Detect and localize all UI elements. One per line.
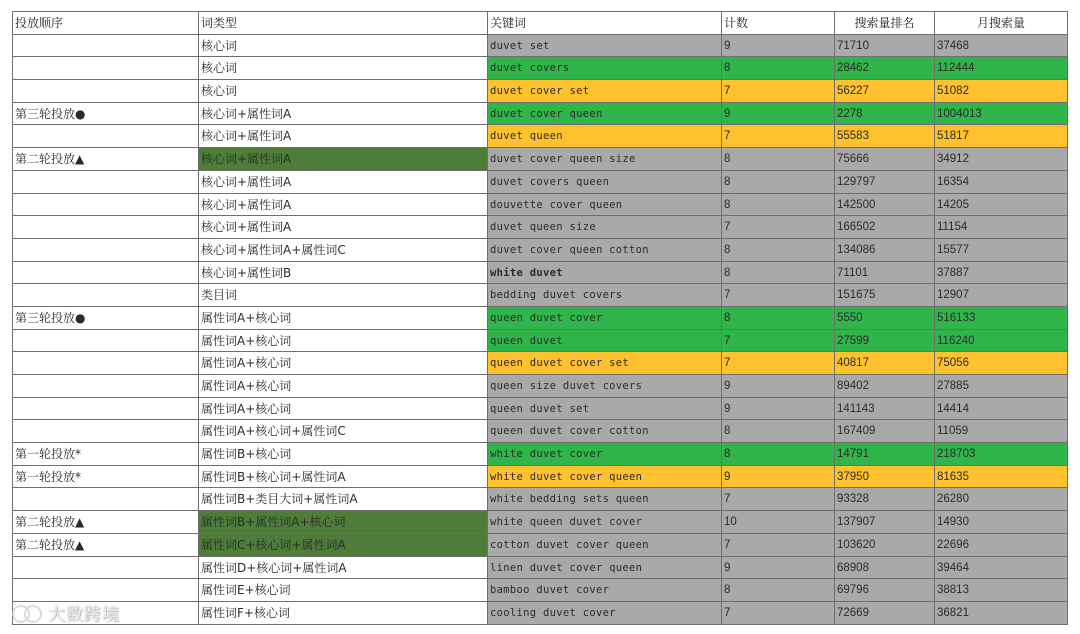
cell-type[interactable]: 核心词+属性词A bbox=[199, 148, 488, 171]
table-row bbox=[13, 375, 1068, 398]
cell-count[interactable]: 8 bbox=[722, 307, 835, 330]
header-volume[interactable]: 月搜索量 bbox=[935, 12, 1068, 35]
cell-rank[interactable]: 27599 bbox=[835, 330, 935, 353]
cell-keyword[interactable]: duvet cover queen size bbox=[488, 148, 722, 171]
cell-type[interactable]: 属性词A+核心词+属性词C bbox=[199, 420, 488, 443]
cell-type[interactable]: 属性词B+核心词+属性词A bbox=[199, 466, 488, 489]
header-count[interactable]: 计数 bbox=[722, 12, 835, 35]
cell-keyword[interactable]: white duvet cover bbox=[488, 443, 722, 466]
cell-type[interactable]: 核心词 bbox=[199, 57, 488, 80]
cell-rank[interactable]: 55583 bbox=[835, 125, 935, 148]
cell-type[interactable]: 核心词+属性词A bbox=[199, 216, 488, 239]
cell-volume[interactable]: 37468 bbox=[935, 35, 1068, 58]
table-row bbox=[13, 330, 1068, 353]
cell-keyword[interactable]: duvet cover queen bbox=[488, 103, 722, 126]
cell-keyword[interactable]: duvet covers queen bbox=[488, 171, 722, 194]
cell-rank[interactable]: 129797 bbox=[835, 171, 935, 194]
cell-type[interactable]: 核心词+属性词A bbox=[199, 125, 488, 148]
cell-type[interactable]: 属性词B+属性词A+核心词 bbox=[199, 511, 488, 534]
cell-type[interactable]: 属性词B+核心词 bbox=[199, 443, 488, 466]
cell-rank[interactable]: 141143 bbox=[835, 398, 935, 421]
cell-keyword[interactable]: white bedding sets queen bbox=[488, 488, 722, 511]
cell-keyword[interactable]: douvette cover queen bbox=[488, 194, 722, 217]
cell-volume[interactable]: 14414 bbox=[935, 398, 1068, 421]
cell-rank[interactable]: 103620 bbox=[835, 534, 935, 557]
cell-type[interactable]: 属性词A+核心词 bbox=[199, 307, 488, 330]
cell-order[interactable] bbox=[13, 330, 199, 353]
table-row bbox=[13, 262, 1068, 285]
cell-count[interactable]: 7 bbox=[722, 488, 835, 511]
cell-type[interactable]: 核心词 bbox=[199, 35, 488, 58]
cell-type[interactable]: 核心词+属性词A bbox=[199, 171, 488, 194]
cell-count[interactable]: 8 bbox=[722, 262, 835, 285]
cell-type[interactable]: 核心词+属性词A+属性词C bbox=[199, 239, 488, 262]
watermark-text: 大数跨境 bbox=[48, 605, 120, 625]
cell-keyword[interactable]: duvet queen size bbox=[488, 216, 722, 239]
table-row bbox=[13, 284, 1068, 307]
table-row bbox=[13, 466, 1068, 489]
cell-type[interactable]: 属性词A+核心词 bbox=[199, 398, 488, 421]
cell-volume[interactable]: 81635 bbox=[935, 466, 1068, 489]
watermark bbox=[12, 600, 120, 625]
cell-keyword[interactable]: bamboo duvet cover bbox=[488, 579, 722, 602]
cell-type[interactable]: 属性词C+核心词+属性词A bbox=[199, 534, 488, 557]
cell-rank[interactable]: 93328 bbox=[835, 488, 935, 511]
cell-volume[interactable]: 26280 bbox=[935, 488, 1068, 511]
cell-rank[interactable]: 71101 bbox=[835, 262, 935, 285]
cell-order[interactable]: 第三轮投放● bbox=[13, 103, 199, 126]
cell-keyword[interactable]: duvet set bbox=[488, 35, 722, 58]
cell-volume[interactable]: 14205 bbox=[935, 194, 1068, 217]
cell-rank[interactable]: 72669 bbox=[835, 602, 935, 625]
cell-keyword[interactable]: linen duvet cover queen bbox=[488, 557, 722, 580]
cell-order[interactable] bbox=[13, 80, 199, 103]
cell-count[interactable]: 8 bbox=[722, 420, 835, 443]
table-row bbox=[13, 307, 1068, 330]
cell-count[interactable]: 8 bbox=[722, 148, 835, 171]
cell-count[interactable]: 8 bbox=[722, 57, 835, 80]
table-row bbox=[13, 352, 1068, 375]
cell-volume[interactable]: 38813 bbox=[935, 579, 1068, 602]
cell-order[interactable]: 第一轮投放* bbox=[13, 466, 199, 489]
cell-rank[interactable]: 68908 bbox=[835, 557, 935, 580]
cell-order[interactable]: 第二轮投放▲ bbox=[13, 148, 199, 171]
cell-volume[interactable]: 112444 bbox=[935, 57, 1068, 80]
cell-volume[interactable]: 116240 bbox=[935, 330, 1068, 353]
cell-keyword[interactable]: queen duvet cover set bbox=[488, 352, 722, 375]
cell-volume[interactable]: 15577 bbox=[935, 239, 1068, 262]
cell-count[interactable]: 9 bbox=[722, 103, 835, 126]
header-row bbox=[13, 12, 1068, 35]
cell-order[interactable] bbox=[13, 262, 199, 285]
cell-order[interactable] bbox=[13, 216, 199, 239]
cell-volume[interactable]: 12907 bbox=[935, 284, 1068, 307]
cell-volume[interactable]: 1004013 bbox=[935, 103, 1068, 126]
cell-rank[interactable]: 2278 bbox=[835, 103, 935, 126]
table-row bbox=[13, 194, 1068, 217]
table-row bbox=[13, 443, 1068, 466]
cell-volume[interactable]: 27885 bbox=[935, 375, 1068, 398]
cell-keyword[interactable]: queen size duvet covers bbox=[488, 375, 722, 398]
cell-rank[interactable]: 134086 bbox=[835, 239, 935, 262]
cell-type[interactable]: 属性词D+核心词+属性词A bbox=[199, 557, 488, 580]
cell-count[interactable]: 7 bbox=[722, 602, 835, 625]
cell-order[interactable]: 第一轮投放* bbox=[13, 443, 199, 466]
cell-count[interactable]: 7 bbox=[722, 80, 835, 103]
cell-rank[interactable]: 75666 bbox=[835, 148, 935, 171]
cell-order[interactable] bbox=[13, 239, 199, 262]
table-row bbox=[13, 103, 1068, 126]
cell-count[interactable]: 9 bbox=[722, 398, 835, 421]
cell-rank[interactable]: 37950 bbox=[835, 466, 935, 489]
cell-order[interactable]: 第三轮投放● bbox=[13, 307, 199, 330]
cell-order[interactable]: 第二轮投放▲ bbox=[13, 511, 199, 534]
cell-order[interactable] bbox=[13, 352, 199, 375]
table-row bbox=[13, 125, 1068, 148]
header-rank[interactable]: 搜索量排名 bbox=[835, 12, 935, 35]
cell-volume[interactable]: 11154 bbox=[935, 216, 1068, 239]
cell-keyword[interactable]: duvet cover set bbox=[488, 80, 722, 103]
cell-keyword[interactable]: white duvet bbox=[488, 262, 722, 285]
cell-volume[interactable]: 39464 bbox=[935, 557, 1068, 580]
cell-keyword[interactable]: queen duvet cover bbox=[488, 307, 722, 330]
cell-keyword[interactable]: queen duvet set bbox=[488, 398, 722, 421]
cell-rank[interactable]: 89402 bbox=[835, 375, 935, 398]
cell-volume[interactable]: 11059 bbox=[935, 420, 1068, 443]
cell-rank[interactable]: 137907 bbox=[835, 511, 935, 534]
cell-count[interactable]: 7 bbox=[722, 216, 835, 239]
cell-order[interactable] bbox=[13, 375, 199, 398]
cell-count[interactable]: 10 bbox=[722, 511, 835, 534]
header-type[interactable]: 词类型 bbox=[199, 12, 488, 35]
cell-keyword[interactable]: bedding duvet covers bbox=[488, 284, 722, 307]
cell-keyword[interactable]: queen duvet bbox=[488, 330, 722, 353]
cell-type[interactable]: 类目词 bbox=[199, 284, 488, 307]
cell-keyword[interactable]: cooling duvet cover bbox=[488, 602, 722, 625]
cell-type[interactable]: 属性词B+类目大词+属性词A bbox=[199, 488, 488, 511]
cell-volume[interactable]: 218703 bbox=[935, 443, 1068, 466]
cell-order[interactable] bbox=[13, 171, 199, 194]
cell-keyword[interactable]: cotton duvet cover queen bbox=[488, 534, 722, 557]
table-row bbox=[13, 557, 1068, 580]
cell-type[interactable]: 属性词A+核心词 bbox=[199, 352, 488, 375]
table-row bbox=[13, 148, 1068, 171]
cell-keyword[interactable]: duvet queen bbox=[488, 125, 722, 148]
cell-count[interactable]: 9 bbox=[722, 557, 835, 580]
cell-volume[interactable]: 75056 bbox=[935, 352, 1068, 375]
table-row bbox=[13, 579, 1068, 602]
cell-volume[interactable]: 16354 bbox=[935, 171, 1068, 194]
cell-rank[interactable]: 40817 bbox=[835, 352, 935, 375]
cell-count[interactable]: 7 bbox=[722, 330, 835, 353]
table-row bbox=[13, 420, 1068, 443]
cell-order[interactable] bbox=[13, 35, 199, 58]
cell-volume[interactable]: 14930 bbox=[935, 511, 1068, 534]
cell-order[interactable] bbox=[13, 284, 199, 307]
cell-type[interactable]: 属性词E+核心词 bbox=[199, 579, 488, 602]
cell-keyword[interactable]: duvet cover queen cotton bbox=[488, 239, 722, 262]
cell-volume[interactable]: 34912 bbox=[935, 148, 1068, 171]
cell-rank[interactable]: 151675 bbox=[835, 284, 935, 307]
cell-order[interactable] bbox=[13, 398, 199, 421]
cell-order[interactable] bbox=[13, 488, 199, 511]
table-row bbox=[13, 57, 1068, 80]
table-row bbox=[13, 534, 1068, 557]
cell-rank[interactable]: 142500 bbox=[835, 194, 935, 217]
cell-type[interactable]: 核心词+属性词A bbox=[199, 194, 488, 217]
cell-order[interactable] bbox=[13, 420, 199, 443]
cell-order[interactable] bbox=[13, 194, 199, 217]
cell-count[interactable]: 8 bbox=[722, 239, 835, 262]
cell-volume[interactable]: 51817 bbox=[935, 125, 1068, 148]
cell-count[interactable]: 8 bbox=[722, 579, 835, 602]
table-row bbox=[13, 216, 1068, 239]
cell-order[interactable] bbox=[13, 57, 199, 80]
table-row bbox=[13, 35, 1068, 58]
cell-order[interactable] bbox=[13, 125, 199, 148]
table-row bbox=[13, 511, 1068, 534]
cell-type[interactable]: 核心词+属性词B bbox=[199, 262, 488, 285]
cell-count[interactable]: 8 bbox=[722, 171, 835, 194]
cell-type[interactable]: 属性词A+核心词 bbox=[199, 330, 488, 353]
cell-volume[interactable]: 51082 bbox=[935, 80, 1068, 103]
cell-type[interactable]: 核心词 bbox=[199, 80, 488, 103]
table-body bbox=[13, 35, 1068, 625]
cell-count[interactable]: 9 bbox=[722, 35, 835, 58]
cell-rank[interactable]: 167409 bbox=[835, 420, 935, 443]
cell-count[interactable]: 8 bbox=[722, 194, 835, 217]
header-order[interactable]: 投放顺序 bbox=[13, 12, 199, 35]
cell-count[interactable]: 7 bbox=[722, 125, 835, 148]
table-row bbox=[13, 398, 1068, 421]
cell-count[interactable]: 7 bbox=[722, 534, 835, 557]
cell-keyword[interactable]: queen duvet cover cotton bbox=[488, 420, 722, 443]
cell-volume[interactable]: 516133 bbox=[935, 307, 1068, 330]
cell-rank[interactable]: 69796 bbox=[835, 579, 935, 602]
cell-order[interactable] bbox=[13, 579, 199, 602]
cell-volume[interactable]: 36821 bbox=[935, 602, 1068, 625]
cell-count[interactable]: 9 bbox=[722, 466, 835, 489]
cell-keyword[interactable]: duvet covers bbox=[488, 57, 722, 80]
cell-count[interactable]: 8 bbox=[722, 443, 835, 466]
cell-count[interactable]: 7 bbox=[722, 352, 835, 375]
cell-order[interactable]: 第二轮投放▲ bbox=[13, 534, 199, 557]
cell-rank[interactable]: 166502 bbox=[835, 216, 935, 239]
cell-rank[interactable]: 5550 bbox=[835, 307, 935, 330]
spreadsheet-table bbox=[12, 11, 1068, 625]
table-row bbox=[13, 602, 1068, 625]
cell-count[interactable]: 9 bbox=[722, 375, 835, 398]
header-keyword[interactable]: 关键词 bbox=[488, 12, 722, 35]
cell-rank[interactable]: 71710 bbox=[835, 35, 935, 58]
logo-icon bbox=[12, 601, 44, 625]
cell-keyword[interactable]: white duvet cover queen bbox=[488, 466, 722, 489]
cell-order[interactable] bbox=[13, 557, 199, 580]
table-row bbox=[13, 239, 1068, 262]
cell-rank[interactable]: 28462 bbox=[835, 57, 935, 80]
table-row bbox=[13, 80, 1068, 103]
cell-type[interactable]: 属性词A+核心词 bbox=[199, 375, 488, 398]
table-row bbox=[13, 488, 1068, 511]
cell-rank[interactable]: 14791 bbox=[835, 443, 935, 466]
table-row bbox=[13, 171, 1068, 194]
cell-volume[interactable]: 22696 bbox=[935, 534, 1068, 557]
cell-type[interactable]: 属性词F+核心词 bbox=[199, 602, 488, 625]
cell-type[interactable]: 核心词+属性词A bbox=[199, 103, 488, 126]
cell-count[interactable]: 7 bbox=[722, 284, 835, 307]
cell-volume[interactable]: 37887 bbox=[935, 262, 1068, 285]
cell-keyword[interactable]: white queen duvet cover bbox=[488, 511, 722, 534]
cell-rank[interactable]: 56227 bbox=[835, 80, 935, 103]
